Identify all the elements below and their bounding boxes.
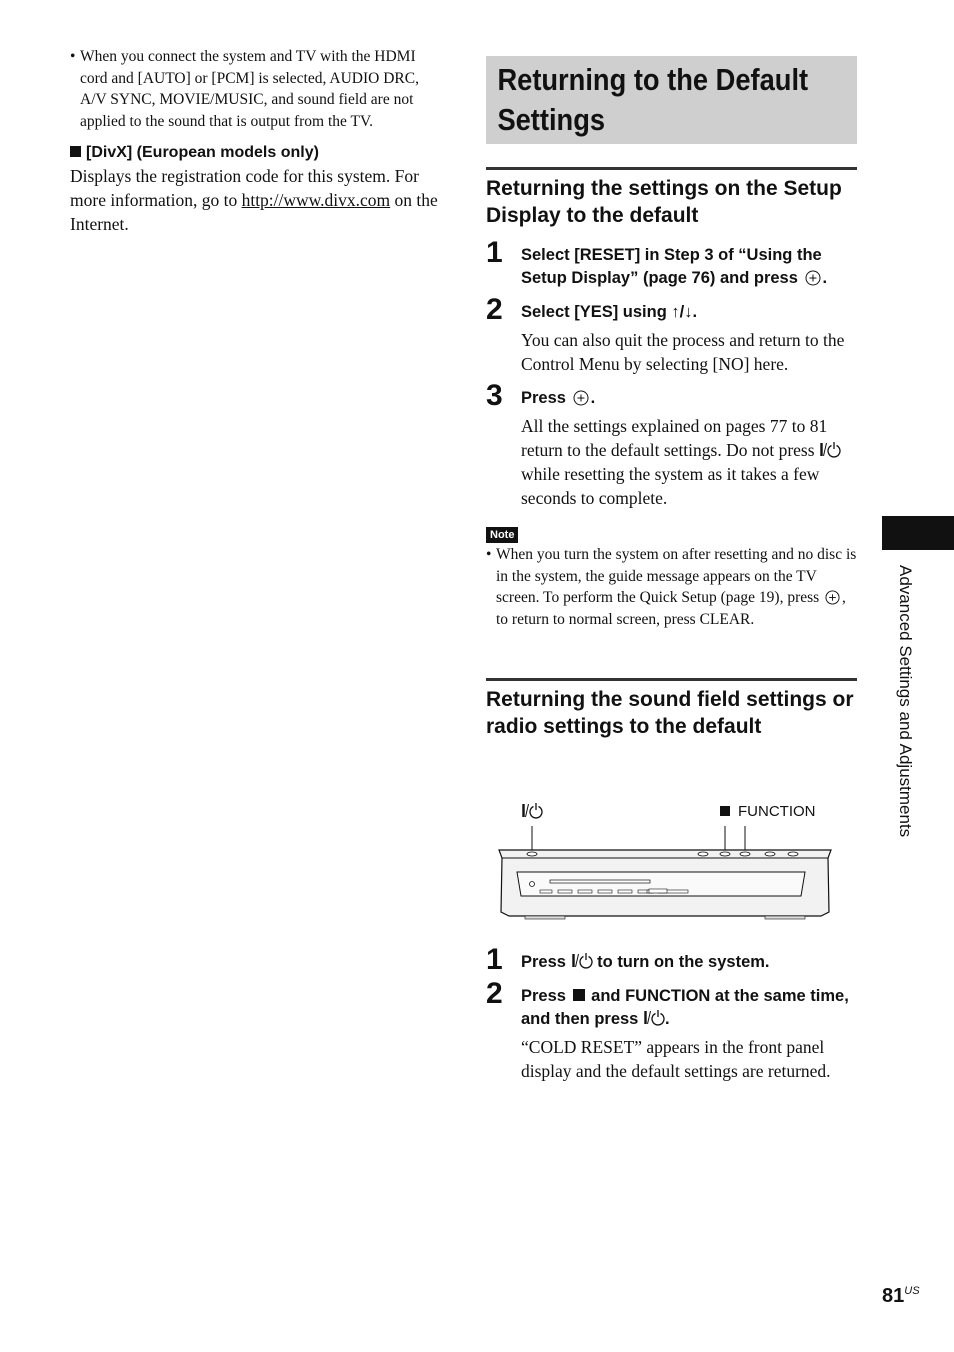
section2-heading: Returning the sound field settings or radio settings to the default bbox=[486, 688, 854, 738]
bullet-dot: • bbox=[70, 48, 76, 65]
step-number: 2 bbox=[486, 977, 503, 1010]
chapter-tab-marker bbox=[882, 516, 954, 550]
power-button-icon bbox=[643, 1009, 665, 1026]
page-title-box bbox=[486, 56, 857, 144]
diagram-function-label: FUNCTION bbox=[720, 803, 816, 820]
note-label: Note bbox=[486, 527, 518, 543]
step-title: Select [RESET] in Step 3 of “Using the Setup Display” (page 76) and press . bbox=[521, 246, 828, 287]
section2-step-2 bbox=[486, 977, 858, 1083]
section1-step-2 bbox=[486, 293, 858, 376]
divx-heading: [DivX] (European models only) bbox=[70, 142, 442, 164]
hdmi-note-text: When you connect the system and TV with the HDMI cord and [AUTO] or [PCM] is selected, AUDIO DRC, A/V SYNC, MOVIE/MUSIC, and sound field are not applied to the sound that is output from the TV. bbox=[80, 48, 419, 130]
square-bullet-icon bbox=[70, 146, 81, 157]
step-title: Press . bbox=[521, 389, 596, 407]
step-number: 1 bbox=[486, 943, 503, 976]
note-text: • When you turn the system on after resetting and no disc is in the system, the guide message appears on the TV screen. To perform the Quick Setup (page 19), press , to return to normal screen, press CLEAR. bbox=[486, 546, 857, 629]
page-suffix: US bbox=[904, 1285, 920, 1297]
section-rule bbox=[486, 167, 857, 170]
left-column bbox=[70, 46, 442, 236]
step-body: You can also quit the process and return to the Control Menu by selecting [NO] here. bbox=[521, 330, 845, 374]
power-button-icon bbox=[571, 952, 593, 969]
step-number: 1 bbox=[486, 236, 503, 269]
step-title: Press to turn on the system. bbox=[521, 953, 770, 971]
chapter-tab-label: Advanced Settings and Adjustments bbox=[896, 565, 915, 838]
step-number: 2 bbox=[486, 293, 503, 326]
step-title: Press and FUNCTION at the same time, and then press . bbox=[521, 987, 849, 1028]
enter-button-icon bbox=[573, 390, 589, 406]
section1-step-1 bbox=[486, 236, 858, 290]
section1-step-3 bbox=[486, 379, 858, 510]
enter-button-icon bbox=[805, 270, 821, 286]
page-title: Returning to the Default Settings bbox=[497, 62, 809, 137]
step-number: 3 bbox=[486, 379, 503, 412]
bullet-dot: • bbox=[486, 546, 492, 563]
page-number: $81^{US}$ bbox=[882, 1285, 920, 1307]
hdmi-note-bullet bbox=[70, 46, 442, 132]
enter-button-icon bbox=[825, 590, 840, 605]
section1-heading: Returning the settings on the Setup Display to the default bbox=[486, 177, 842, 227]
divx-description: Displays the registration code for this system. For more information, go to http://www.divx.com on the Internet. bbox=[70, 166, 438, 234]
section2-step-1 bbox=[486, 943, 858, 976]
step-body: “COLD RESET” appears in the front panel display and the default settings are returned. bbox=[521, 1037, 831, 1081]
section-rule bbox=[486, 678, 857, 681]
stop-square-icon bbox=[573, 989, 585, 1001]
step-body: All the settings explained on pages 77 to 81 return to the default settings. Do not press while resetting the system as it takes a few seconds to complete. bbox=[521, 414, 858, 510]
step-title: Select [YES] using ↑/↓. bbox=[521, 303, 698, 321]
divx-link[interactable]: http://www.divx.com bbox=[241, 190, 391, 210]
front-panel-diagram bbox=[495, 800, 835, 922]
power-button-icon bbox=[819, 441, 841, 458]
